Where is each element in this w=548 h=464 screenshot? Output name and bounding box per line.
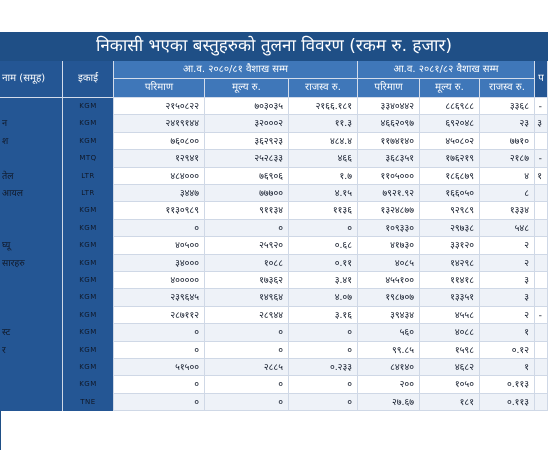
row-name: न [0, 115, 63, 132]
qty-2080-81: ४००००० [114, 272, 205, 289]
extra-cell [535, 376, 548, 393]
row-unit: LTR [63, 168, 114, 185]
extra-cell: १ [535, 168, 548, 185]
row-name [0, 98, 63, 115]
value-2080-81: ७७७०० [205, 185, 289, 202]
row-unit: KGM [63, 289, 114, 306]
value-2080-81: ० [205, 376, 289, 393]
row-name: स्ट [0, 324, 63, 341]
qty-2080-81: ० [114, 394, 205, 411]
revenue-2080-81: ११३६ [289, 202, 358, 219]
table-row [0, 237, 548, 254]
revenue-2081-82: ७७१० [480, 133, 535, 150]
value-2081-82: ४०८८ [420, 324, 480, 341]
qty-2080-81: ११३०९८९ [114, 202, 205, 219]
extra-cell [535, 202, 548, 219]
revenue-2080-81: ० [289, 394, 358, 411]
value-2081-82: १८६८७९ [420, 168, 480, 185]
row-unit: KGM [63, 237, 114, 254]
table-row [0, 394, 548, 411]
value-2081-82: ४६८२ [420, 359, 480, 376]
value-2080-81: ० [205, 394, 289, 411]
row-unit: KGM [63, 307, 114, 324]
row-name: सारहरु [0, 255, 63, 272]
table-row [0, 202, 548, 219]
table-row [0, 272, 548, 289]
extra-cell: - [535, 307, 548, 324]
value-2081-82: ४५०८०२ [420, 133, 480, 150]
row-unit: KGM [63, 272, 114, 289]
value-2081-82: २९७३८ [420, 220, 480, 237]
row-unit: TNE [63, 394, 114, 411]
row-unit: KGM [63, 98, 114, 115]
revenue-2081-82: २३ [480, 115, 535, 132]
row-unit: KGM [63, 133, 114, 150]
extra-cell [535, 220, 548, 237]
qty-2080-81: ३४००० [114, 255, 205, 272]
row-name [0, 150, 63, 167]
extra-cell [535, 133, 548, 150]
revenue-2081-82: ०.११३ [480, 376, 535, 393]
qty-2080-81: २३९६४५ [114, 289, 205, 306]
qty-2081-82: ४०८५ [358, 255, 420, 272]
value-2080-81: ० [205, 342, 289, 359]
table-row [0, 185, 548, 202]
qty-2080-81: २८७११२ [114, 307, 205, 324]
row-unit: KGM [63, 376, 114, 393]
row-unit: MTQ [63, 150, 114, 167]
value-2080-81: ७०३०३५ [205, 98, 289, 115]
extra-cell [535, 394, 548, 411]
row-unit: KGM [63, 342, 114, 359]
value-2081-82: ३३१२० [420, 237, 480, 254]
qty-2081-82: ४६६२०९७ [358, 115, 420, 132]
row-name [0, 272, 63, 289]
header-value-1: मूल्य रु. [205, 79, 289, 98]
value-2080-81: ९११३४ [205, 202, 289, 219]
qty-2080-81: २४१९१४४ [114, 115, 205, 132]
row-name: घ्यू [0, 237, 63, 254]
revenue-2081-82: २ [480, 237, 535, 254]
qty-2081-82: ४५५१०० [358, 272, 420, 289]
qty-2080-81: ० [114, 342, 205, 359]
value-2080-81: १०८८ [205, 255, 289, 272]
revenue-2080-81: १.७ [289, 168, 358, 185]
table-row [0, 307, 548, 324]
header-revenue-1: राजस्व रु. [289, 79, 358, 98]
value-2081-82: १३३५१ [420, 289, 480, 306]
revenue-2081-82: २१८७ [480, 150, 535, 167]
qty-2081-82: १३२४८७७ [358, 202, 420, 219]
row-name [0, 202, 63, 219]
header-name: नाम (समूह) [0, 61, 63, 98]
value-2080-81: २५९२० [205, 237, 289, 254]
row-name [0, 359, 63, 376]
row-name [0, 307, 63, 324]
row-unit: KGM [63, 220, 114, 237]
qty-2080-81: ० [114, 220, 205, 237]
qty-2081-82: ११७४१४० [358, 133, 420, 150]
value-2080-81: २८८५ [205, 359, 289, 376]
revenue-2080-81: ० [289, 324, 358, 341]
revenue-2081-82: ३ [480, 289, 535, 306]
value-2081-82: ११४१८ [420, 272, 480, 289]
revenue-2081-82: ४ [480, 168, 535, 185]
header-period-2081-82: आ.व. २०८१/८२ वैशाख सम्म [358, 61, 535, 79]
qty-2080-81: ७६०८०० [114, 133, 205, 150]
value-2080-81: १४९६४ [205, 289, 289, 306]
revenue-2080-81: ३.४१ [289, 272, 358, 289]
revenue-2081-82: ०.११३ [480, 394, 535, 411]
qty-2081-82: १९८७०७ [358, 289, 420, 306]
row-name [0, 376, 63, 393]
value-2081-82: १७६२१९ [420, 150, 480, 167]
value-2081-82: १५९८ [420, 342, 480, 359]
revenue-2081-82: १ [480, 359, 535, 376]
qty-2081-82: ११०५००० [358, 168, 420, 185]
extra-cell: - [535, 98, 548, 115]
revenue-2080-81: ११.३ [289, 115, 358, 132]
extra-cell [535, 289, 548, 306]
value-2080-81: ३६२९२३ [205, 133, 289, 150]
revenue-2081-82: ५४८ [480, 220, 535, 237]
value-2081-82: ४५५८ [420, 307, 480, 324]
qty-2081-82: ९९.८५ [358, 342, 420, 359]
revenue-2081-82: ८ [480, 185, 535, 202]
header-unit: इकाई [63, 61, 114, 98]
table-row [0, 255, 548, 272]
value-2081-82: १४२९८ [420, 255, 480, 272]
header-period-2080-81: आ.व. २०८०/८१ वैशाख सम्म [114, 61, 358, 79]
table-row [0, 115, 548, 132]
row-name: आयल [0, 185, 63, 202]
value-2081-82: ६९२०४८ [420, 115, 480, 132]
row-unit: KGM [63, 324, 114, 341]
table-row [0, 168, 548, 185]
revenue-2080-81: २१६६.१८१ [289, 98, 358, 115]
row-unit: KGM [63, 115, 114, 132]
revenue-2081-82: २ [480, 255, 535, 272]
revenue-2081-82: ०.१२ [480, 342, 535, 359]
table-row [0, 376, 548, 393]
value-2080-81: ७६९०६ [205, 168, 289, 185]
extra-cell [535, 185, 548, 202]
row-unit: KGM [63, 202, 114, 219]
qty-2081-82: ८४१४० [358, 359, 420, 376]
table-row [0, 359, 548, 376]
extra-cell [535, 342, 548, 359]
table-row [0, 342, 548, 359]
revenue-2081-82: ३३६८ [480, 98, 535, 115]
row-name [0, 289, 63, 306]
revenue-2080-81: ० [289, 376, 358, 393]
value-2081-82: ८८६९८८ [420, 98, 480, 115]
qty-2081-82: ३६८३५१ [358, 150, 420, 167]
value-2080-81: ० [205, 324, 289, 341]
revenue-2080-81: ० [289, 342, 358, 359]
qty-2080-81: ३४४७ [114, 185, 205, 202]
value-2080-81: २५२८३३ [205, 150, 289, 167]
revenue-2080-81: ४८४.४ [289, 133, 358, 150]
header-value-2: मूल्य रु. [420, 79, 480, 98]
qty-2080-81: २१५०८२२ [114, 98, 205, 115]
revenue-2080-81: ०.६८ [289, 237, 358, 254]
revenue-2080-81: ४.०७ [289, 289, 358, 306]
value-2081-82: १०५० [420, 376, 480, 393]
qty-2081-82: ३३४०४४२ [358, 98, 420, 115]
revenue-2080-81: ० [289, 220, 358, 237]
extra-cell [535, 272, 548, 289]
qty-2081-82: १०९३३० [358, 220, 420, 237]
qty-2080-81: ४०५०० [114, 237, 205, 254]
qty-2081-82: २७.६७ [358, 394, 420, 411]
qty-2080-81: १२९४१ [114, 150, 205, 167]
table-row [0, 98, 548, 115]
qty-2081-82: ५६० [358, 324, 420, 341]
value-2081-82: १८१ [420, 394, 480, 411]
revenue-2080-81: ४६६ [289, 150, 358, 167]
extra-cell [535, 324, 548, 341]
row-name: र [0, 342, 63, 359]
value-2080-81: ० [205, 220, 289, 237]
value-2080-81: ३२०००२ [205, 115, 289, 132]
revenue-2080-81: ४.१५ [289, 185, 358, 202]
row-unit: KGM [63, 359, 114, 376]
header-qty-2: परिमाण [358, 79, 420, 98]
qty-2081-82: २०० [358, 376, 420, 393]
row-unit: KGM [63, 255, 114, 272]
table-row [0, 289, 548, 306]
row-name [0, 220, 63, 237]
qty-2081-82: ७९२१.९२ [358, 185, 420, 202]
comparison-table [0, 32, 548, 450]
qty-2081-82: ३९४३४ [358, 307, 420, 324]
header-period-extra: प [535, 61, 548, 98]
row-name [0, 394, 63, 411]
extra-cell [535, 255, 548, 272]
revenue-2081-82: १ [480, 324, 535, 341]
qty-2080-81: ० [114, 376, 205, 393]
table-title: निकासी भएका बस्तुहरुको तुलना विवरण (रकम रु. हजार) [0, 32, 548, 62]
qty-2080-81: ० [114, 324, 205, 341]
revenue-2081-82: ३ [480, 272, 535, 289]
row-name: श [0, 133, 63, 150]
table-row [0, 150, 548, 167]
revenue-2081-82: १३३४ [480, 202, 535, 219]
table-row [0, 324, 548, 341]
value-2081-82: ९२९८९ [420, 202, 480, 219]
revenue-2080-81: ०.११ [289, 255, 358, 272]
revenue-2081-82: २ [480, 307, 535, 324]
revenue-2080-81: ०.२३३ [289, 359, 358, 376]
value-2081-82: १६६०५० [420, 185, 480, 202]
extra-cell [535, 359, 548, 376]
row-unit: LTR [63, 185, 114, 202]
qty-2081-82: ४१७३० [358, 237, 420, 254]
qty-2080-81: ५१५०० [114, 359, 205, 376]
extra-cell: - [535, 150, 548, 167]
value-2080-81: १७३६२ [205, 272, 289, 289]
header-qty-1: परिमाण [114, 79, 205, 98]
row-name: तेल [0, 168, 63, 185]
table-row [0, 220, 548, 237]
extra-cell: ३ [535, 115, 548, 132]
value-2080-81: २८९४४ [205, 307, 289, 324]
header-revenue-2: राजस्व रु. [480, 79, 535, 98]
qty-2080-81: ४८४००० [114, 168, 205, 185]
table-row [0, 133, 548, 150]
extra-cell [535, 237, 548, 254]
revenue-2080-81: ३.१६ [289, 307, 358, 324]
